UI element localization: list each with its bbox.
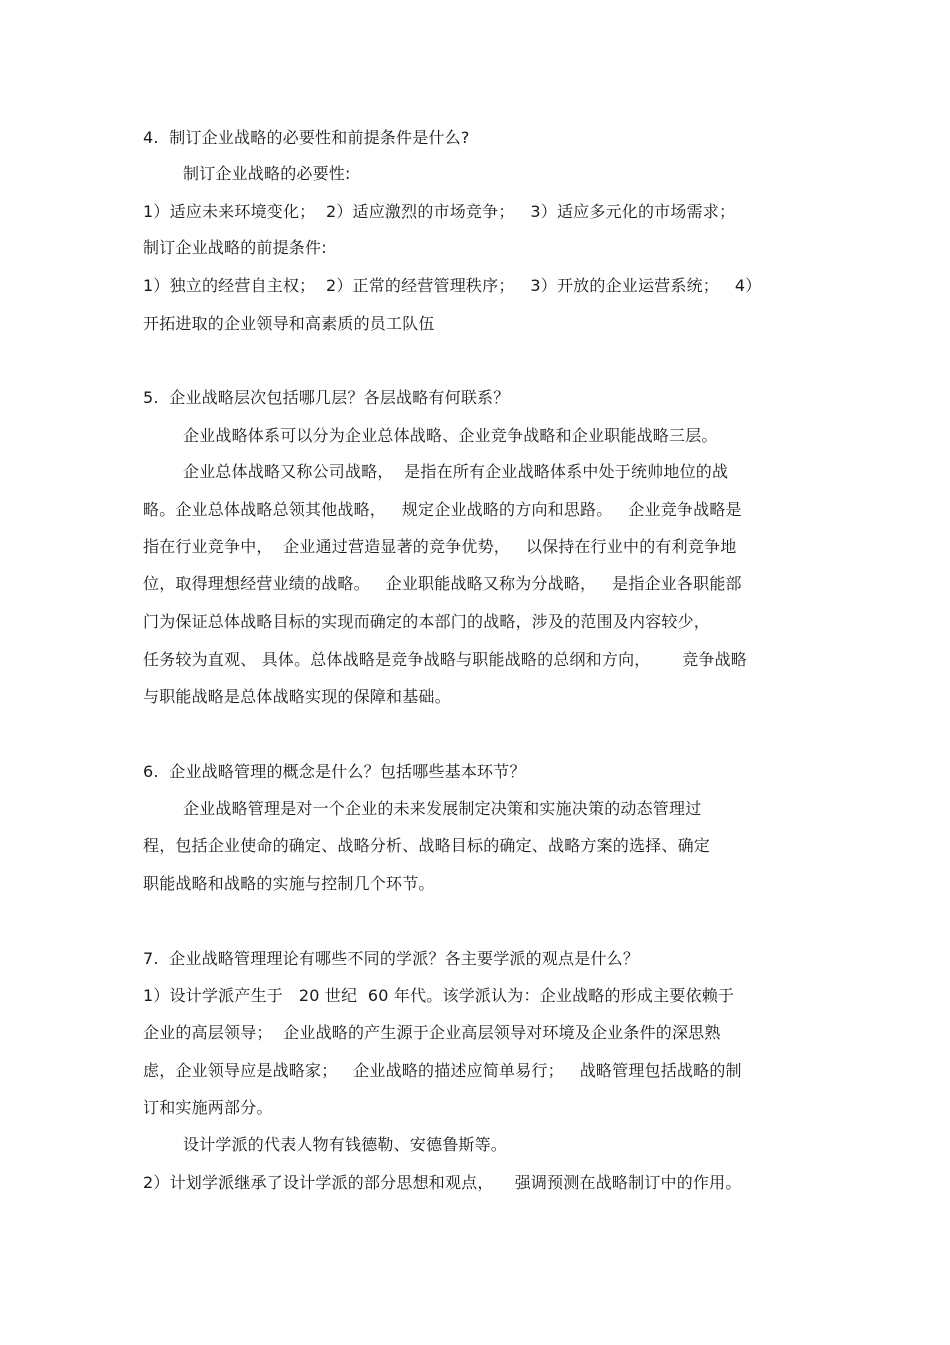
question-7-title: 7. 企业战略管理理论有哪些不同的学派？各主要学派的观点是什么？ — [143, 949, 640, 968]
text-line: 企业总体战略又称公司战略， 是指在所有企业战略体系中处于统帅地位的战 — [183, 462, 729, 481]
text-line: 虑，企业领导应是战略家； 企业战略的描述应简单易行； 战略管理包括战略的制 — [143, 1061, 742, 1080]
text-line: 与职能战略是总体战略实现的保障和基础。 — [143, 687, 451, 706]
text-line: 门为保证总体战略目标的实现而确定的本部门的战略，涉及的范围及内容较少， — [143, 612, 711, 631]
text-line: 位，取得理想经营业绩的战略。 企业职能战略又称为分战略， 是指企业各职能部 — [143, 574, 742, 593]
text-line: 1）设计学派产生于 20 世纪 60 年代。该学派认为：企业战略的形成主要依赖于 — [143, 986, 735, 1005]
text-line: 1）适应未来环境变化； 2）适应激烈的市场竞争； 3）适应多元化的市场需求； — [143, 202, 736, 221]
text-line: 设计学派的代表人物有钱德勒、安德鲁斯等。 — [183, 1135, 508, 1154]
text-line: 制订企业战略的前提条件: — [143, 238, 327, 257]
text-line: 订和实施两部分。 — [143, 1098, 273, 1117]
text-line: 略。企业总体战略总领其他战略， 规定企业战略的方向和思路。 企业竞争战略是 — [143, 500, 742, 519]
text-line: 指在行业竞争中， 企业通过营造显著的竞争优势， 以保持在行业中的有利竞争地 — [143, 537, 737, 556]
text-line: 1）独立的经营自主权； 2）正常的经营管理秩序； 3）开放的企业运营系统； 4） — [143, 276, 762, 295]
question-5-title: 5. 企业战略层次包括哪几层？各层战略有何联系？ — [143, 388, 510, 407]
text-line: 企业的高层领导； 企业战略的产生源于企业高层领导对环境及企业条件的深思熟 — [143, 1023, 721, 1042]
text-line: 企业战略体系可以分为企业总体战略、企业竞争战略和企业职能战略三层。 — [183, 426, 718, 445]
text-line: 企业战略管理是对一个企业的未来发展制定决策和实施决策的动态管理过 — [183, 799, 702, 818]
text-line: 2）计划学派继承了设计学派的部分思想和观点， 强调预测在战略制订中的作用。 — [143, 1173, 742, 1192]
text-line: 开拓进取的企业领导和高素质的员工队伍 — [143, 314, 435, 333]
question-4-title: 4. 制订企业战略的必要性和前提条件是什么? — [143, 128, 470, 147]
text-line: 任务较为直观、 具体。总体战略是竞争战略与职能战略的总纲和方向， 竞争战略 — [143, 650, 748, 669]
text-line: 职能战略和战略的实施与控制几个环节。 — [143, 874, 435, 893]
text-line: 制订企业战略的必要性: — [183, 164, 351, 183]
text-line: 程，包括企业使命的确定、战略分析、战略目标的确定、战略方案的选择、确定 — [143, 836, 711, 855]
question-6-title: 6. 企业战略管理的概念是什么？包括哪些基本环节？ — [143, 762, 526, 781]
